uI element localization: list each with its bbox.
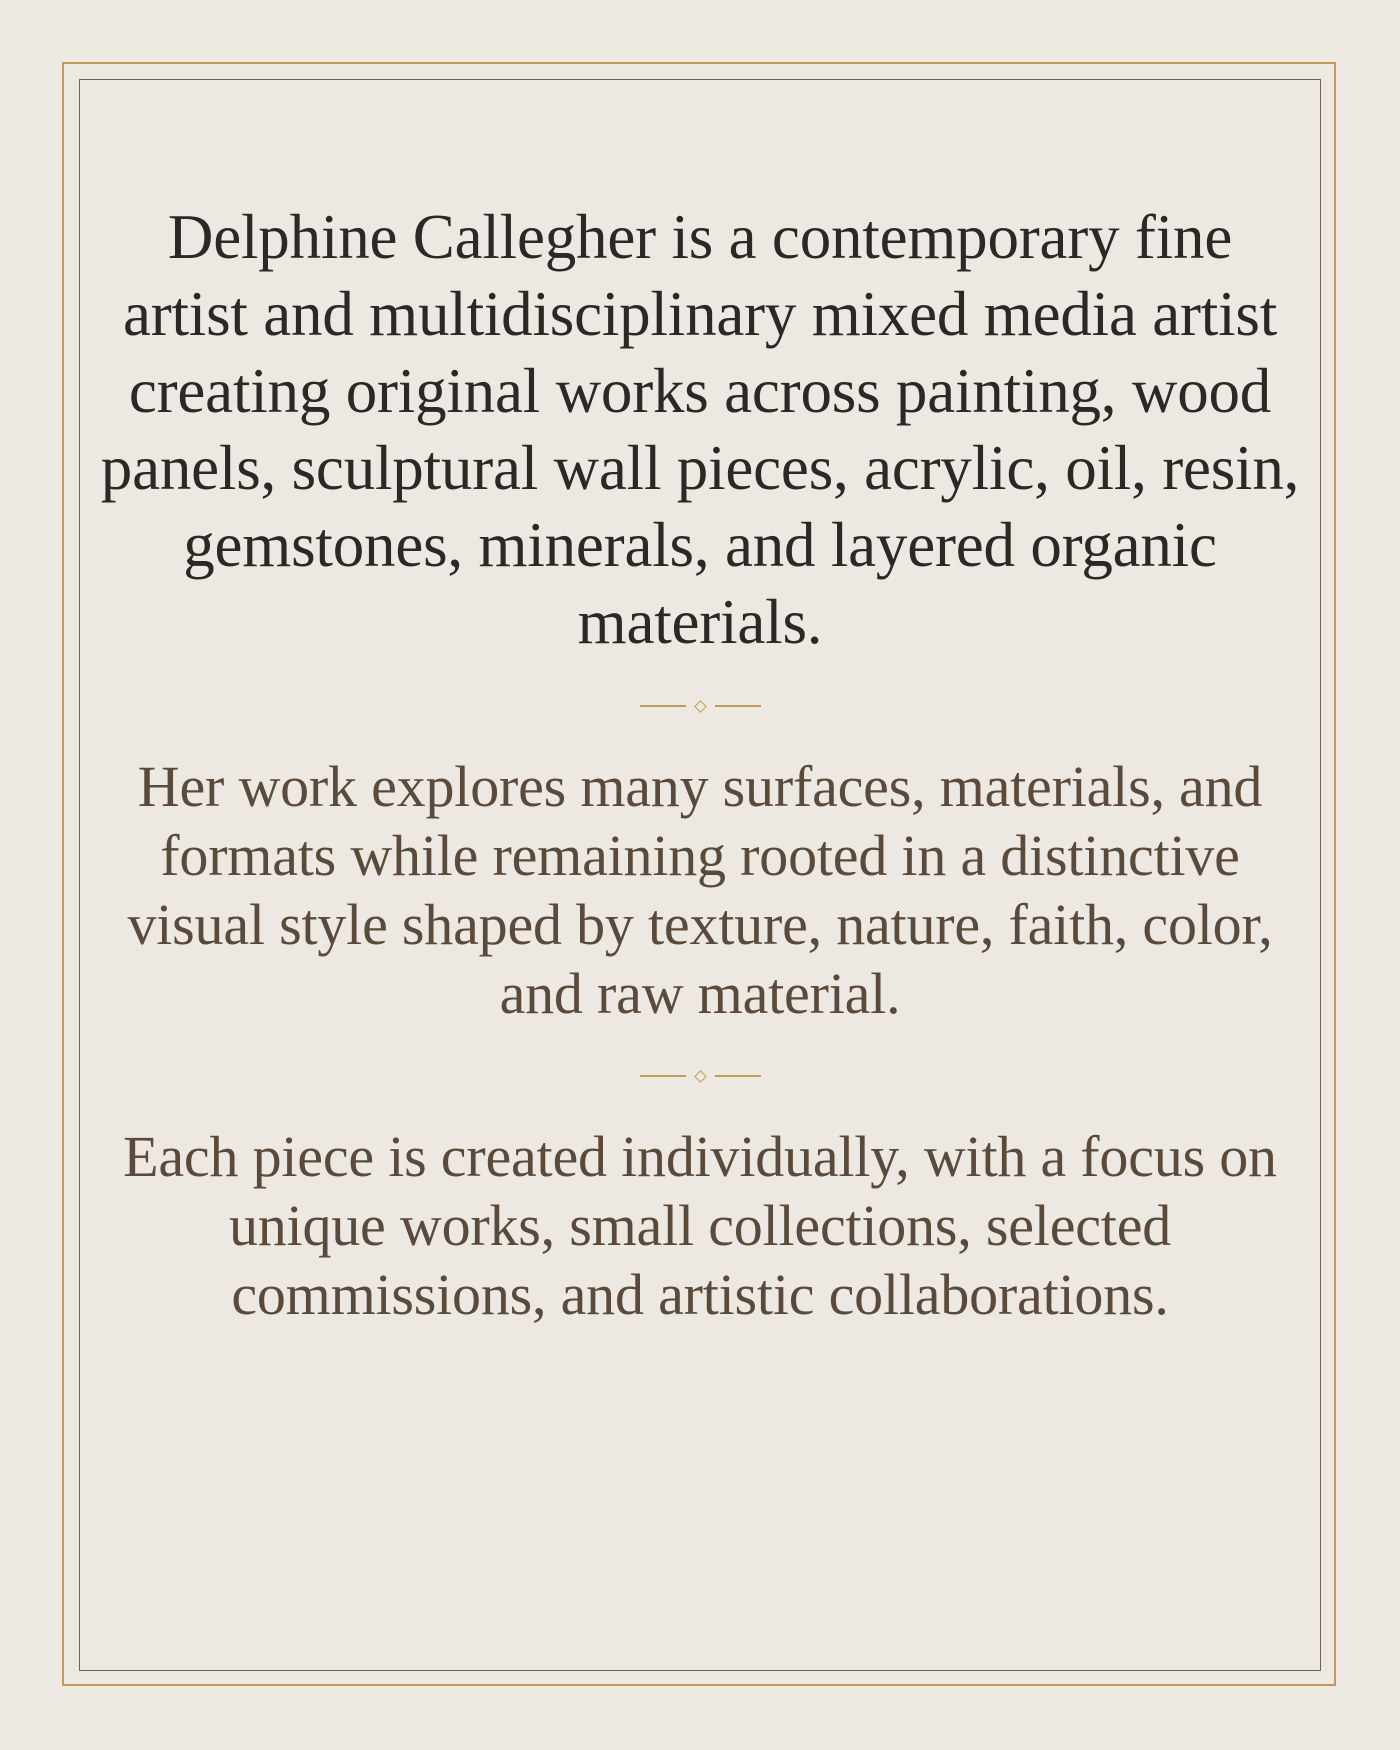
divider-line-right [715,1075,761,1077]
bio-content [79,79,1321,1671]
bio-focus-paragraph: Each piece is created individually, with a focus on unique works, small collections, selected commissions, and artistic collaborations. [123,1124,1277,1327]
divider-line-left [640,1075,686,1077]
bio-intro-paragraph: Delphine Callegher is a contemporary fine artist and multidisciplinary mixed media artist creating original works across painting, wood panels, sculptural wall pieces, acrylic, oil, resin, gemstones, minerals, and layered organic materials. [100,202,1300,657]
bio-style-paragraph: Her work explores many surfaces, materials, and formats while remaining rooted in a distinctive visual style shaped by texture, nature, faith, color, and raw material. [127,754,1273,1026]
ornament-divider [99,1066,1301,1086]
divider-line-left [640,705,686,707]
diamond-ornament-icon [694,1070,707,1083]
ornament-divider [99,696,1301,716]
divider-line-right [715,705,761,707]
diamond-ornament-icon [694,700,707,713]
